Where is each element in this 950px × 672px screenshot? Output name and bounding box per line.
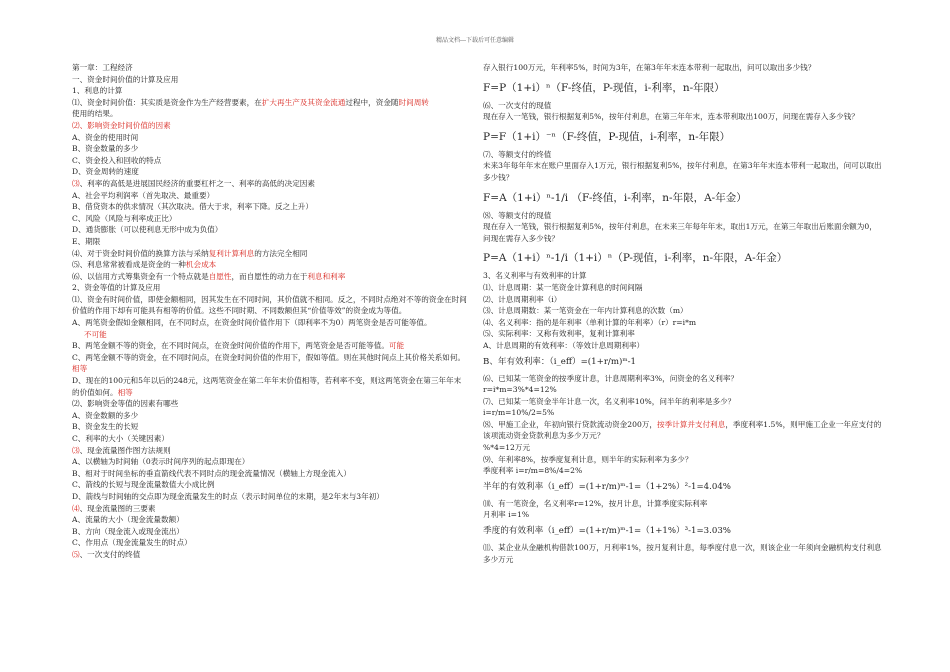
list-item: ⑼、年利率8%，按季度复利计息，则半年的实际利率为多少？ [483,454,693,464]
list-item: C、箭线的长短与现金流量数值大小成比例 [72,480,215,490]
list-item: D、箭线与时间轴的交点即为现金流量发生的时点（表示时间单位的末期，是2年末与3年初） [72,491,384,501]
section-heading: 一、资金时间价值的计算及应用 [72,74,179,84]
text-line: ⑹、以信用方式筹集资金有一个特点就是自愿性，而自愿性的动力在于利息和利率 [72,271,346,281]
subsection-heading: 3、名义利率与有效利率的计算 [483,271,587,281]
item-heading: ⑻、等额支付的现值 [483,210,552,220]
list-item: B、借贷资本的供求情况（其次取决。借大于求，利率下降。反之上升） [72,202,313,212]
list-item: B、两笔金额不等的资金，在不同时间点，在资金时间价值的作用下，两笔资金是否可能等值。可能 [72,341,405,351]
text-line: 使用的结果。 [72,109,118,119]
item-heading: ⑶、利率的高低是进展国民经济的重要杠杆之一、利率的高低的决定因素 [72,178,315,188]
list-item: C、作用点（现金流量发生的时点） [72,538,192,548]
list-item: B、相对于时间坐标的垂直箭线代表不同时点的现金流量情况（横轴上方现金流入） [72,468,351,478]
list-item: B、方向（现金流入或现金流出） [72,526,184,536]
text-line: ⑸、利息常常被看成是资金的一种机会成本 [72,260,217,270]
right-column [483,62,883,565]
left-column [72,62,467,561]
item-heading: ⑶、现金流量图作图方法规则 [72,445,171,455]
list-item: ⑽、有一笔资金，名义利率r=12%，按月计息，计算季度实际利率 [483,498,708,508]
formula: F=A（1+i）ⁿ-1/i （F-终值，i-利率，n-年限，A-年金） [483,191,747,204]
list-item: A、以横轴为时间轴（0表示时间序列的起点即现在） [72,457,250,467]
formula: 季度的有效利率（i_eff）=(1+r/m)ᵐ-1=（1+1%）³-1=3.03% [483,526,731,537]
paragraph: ⑻、甲施工企业，年初向银行贷款流动资金200万，按季计算并支付利息，季度利率1.5%，则甲施工企业一年应支付的该项流动资金贷款利息为多少万元？ [483,419,882,441]
list-item: ⑴、计息周期：某一笔资金计算利息的时间间隔 [483,282,643,292]
formula: B、年有效利率：（i_eff）=(1+r/m)ᵐ-1 [483,356,636,367]
formula: F=P（1+i）ⁿ（F-终值，P-现值，i-利率，n-年限） [483,81,725,94]
list-item: ⑹、已知某一笔资金的按季度计息，计息周期利率3%，问资金的名义利率？ [483,373,739,383]
subsection-heading: 1、利息的计算 [72,86,123,96]
list-item: C、两笔金额不等的资金，在不同时间点，在资金时间价值的作用下，假如等值。则在其他时间点上其价格关系如何。相等 [72,352,466,374]
list-item: D、现在的100元和5年以后的248元，这两笔资金在第二年年末价值相等，若利率不变，则这两笔资金在第三年年末的价值如何。相等 [72,376,462,397]
item-heading: ⑹、一次支付的现值 [483,100,552,110]
list-item: ⑵、计息周期利率（i） [483,294,562,304]
list-item: A、资金数额的多少 [72,410,139,420]
text-line: 存入银行100万元，年利率5%，时间为3年，在第3年年末连本带利一起取出，问可以取出多少钱？ [483,63,816,72]
chapter-title: 第一章：工程经济 [72,63,133,72]
list-item: A、社会平均利润率（首先取决、最重要） [72,190,215,200]
list-item: B、资金数量的多少 [72,144,139,154]
list-item: ⑶、计息周期数：某一笔资金在一年内计算利息的次数（m） [483,306,688,316]
list-item: D、通货膨胀（可以使利息无形中成为负值） [72,225,223,235]
calculation: %*4=12万元 [483,443,531,453]
item-heading: ⑸、一次支付的终值 [72,549,141,559]
list-item: ⑺、已知某一笔资金半年计息一次，名义利率10%，问半年的利率是多少？ [483,396,736,406]
list-item: A、资金的使用时间 [72,132,139,142]
list-item: A、计息周期的有效利率：（等效计息周期利率） [483,340,645,350]
text-line: ⑴、资金时间价值：其实质是资金作为生产经营要素，在扩大再生产及其资金流通过程中，资金随时间周转 [72,97,429,107]
formula: 半年的有效利率（i_eff）=(1+r/m)ᵐ-1=（1+2%）²-1=4.04% [483,481,731,492]
list-item: ⑸、实际利率：又称有效利率，复利计算利率 [483,329,635,339]
text-line: ⑷、对于资金时间价值的换算方法与采纳复利计算利息的方法完全相同 [72,248,308,258]
paragraph: 现在存入一笔钱，银行根据复利5%，按年付利息，在未来三年每年年末，取出1万元，在第三年取出后账面余额为0，问现在需存入多少钱？ [483,222,877,243]
item-heading: ⑵、影响资金时间价值的因素 [72,120,171,130]
calculation: 月利率 i=1% [483,510,530,520]
paragraph: ⑴、资金有时间价值，即使金额相同，因其发生在不同时间，其价值就不相同。反之，不同时点绝对不等的资金在时间价值的作用下却有可能具有相等的价值。这些不同时期、不同数额但其“价值等效”的资金成为等值。 [72,294,467,316]
page-header: 精品文档---下载后可任意编辑 [435,37,515,44]
paragraph: ⑾、某企业从金融机构借款100万，月利率1%，按月复利计息，每季度付息一次，则该企业一年须向金融机构支付利息多少万元 [483,543,882,564]
answer-text: 不可能 [84,329,107,339]
paragraph: 现在存入一笔钱，银行根据复利5%，按年付利息，在第三年年末，连本带利取出100万，问现在需存入多少钱？ [483,112,859,122]
item-heading: ⑺、等额支付的终值 [483,149,552,159]
list-item: B、资金发生的长短 [72,422,139,432]
item-heading: ⑷、现金流量图的三要素 [72,503,156,513]
list-item: E、期限 [72,236,101,246]
list-item: A、两笔资金假如金额相同，在不同时点，在资金时间价值作用下（即利率不为0）两笔资金是否可能等值。 [72,318,432,328]
paragraph: 未来3年每年年末在账户里面存入1万元，银行根据复利5%，按年付利息，在第3年年末连本带利一起取出，问可以取出多少钱？ [483,161,882,182]
subsection-heading: 2、资金等值的计算及应用 [72,283,161,293]
calculation: r=i*m=3%*4=12% [483,385,557,395]
list-item: A、流量的大小（现金流量数额） [72,515,184,525]
formula: P=F（1+i）⁻ⁿ（F-终值，P-现值，i-利率，n-年限） [483,130,731,143]
list-item: D、资金周转的速度 [72,167,139,177]
list-item: C、资金投入和回收的特点 [72,155,162,165]
list-item: C、风险（风险与利率成正比） [72,213,177,223]
calculation: 季度利率 i=r/m=8%/4=2% [483,466,583,476]
calculation: i=r/m=10%/2=5% [483,408,555,418]
item-heading: ⑵、影响资金等值的因素有哪些 [72,399,179,409]
list-item: ⑷、名义利率：指的是年利率（单利计算的年利率）（r）r=i*m [483,317,697,327]
formula: P=A（1+i）ⁿ-1/i（1+i）ⁿ（P-现值，i-利率，n-年限，A-年金） [483,252,788,265]
list-item: C、利率的大小（关键因素） [72,434,169,443]
